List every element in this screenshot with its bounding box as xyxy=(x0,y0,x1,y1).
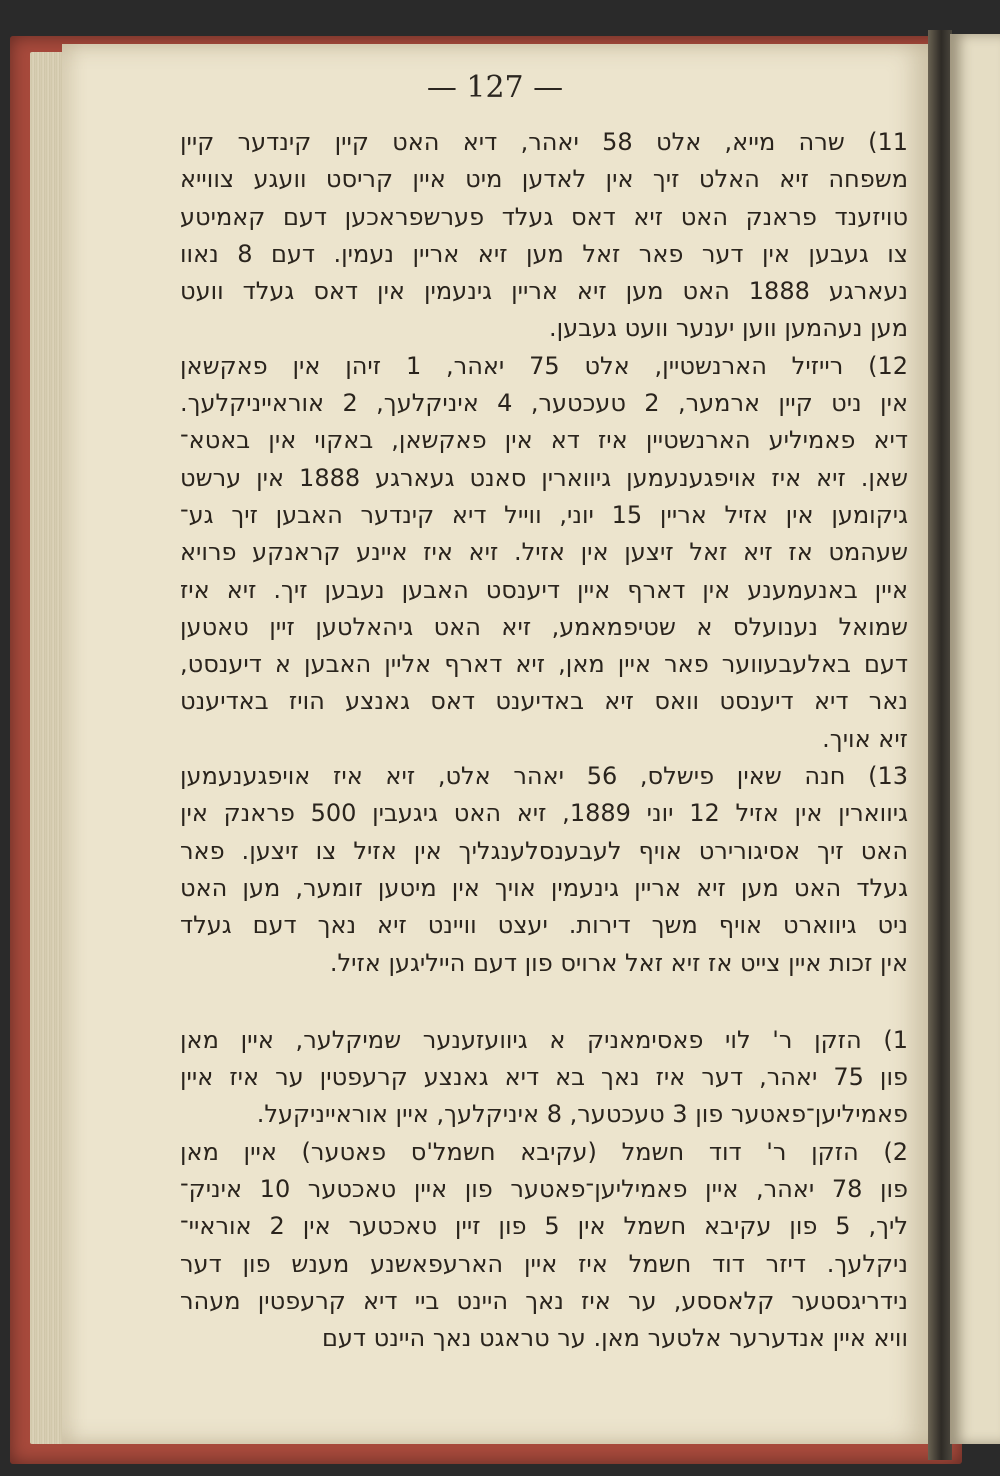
text-line: 13) חנה שאין פישלס, 56 יאהר אלט, זיא איז אויפגענעמען xyxy=(180,762,908,791)
note-line: ניקלעך. דיזר דוד חשמל איז איין הארעפאשנע מענש פון דער xyxy=(180,1249,908,1278)
text-line: משפחה זיא האלט זיך אין לאדען מיט איין קריסט וועגע צווייא xyxy=(180,165,908,194)
note-line: 1) הזקן ר' לוי פאסימאניק א גיוועזענער שמיקלער, איין מאן xyxy=(180,1025,908,1054)
main-text xyxy=(180,124,908,982)
text-line: ניט גיווארט אויף משך דירות. יעצט וויינט זיא נאך דעם געלד xyxy=(180,911,908,940)
note-line: ליך, 5 פון עקיבא חשמל אין 5 פון זיין טאכטער אין 2 אוראיי־ xyxy=(180,1212,908,1241)
section-gap xyxy=(180,982,908,1022)
text-line: איין באנעמענע אין דארף איין דיענסט האבען נעבען זיך. זיא איז xyxy=(180,575,908,604)
page-text xyxy=(180,124,908,1358)
text-line: 11) שרה מייא, אלט 58 יאהר, דיא האט קיין קינדער קיין xyxy=(180,128,908,156)
note-line: פון 75 יאהר, דער איז נאך בא דיא גאנצע קרעפטין ער איז איין xyxy=(180,1063,908,1092)
text-line: אין זכות איין צייט אז זיא זאל ארויס פון דעם הייליגען אזיל. xyxy=(329,948,908,977)
note-line: פון 78 יאהר, איין פאמיליען־פאטער פון איין טאכטער 10 איניק־ xyxy=(180,1175,908,1204)
text-line: דיא פאמיליע הארנשטיין איז דא אין פאקשאן, באקוי אין באטא־ xyxy=(180,426,908,455)
text-line: מען נעהמען ווען יענער וועט געבען. xyxy=(548,314,908,343)
book-gutter xyxy=(928,30,952,1460)
facing-page-edge xyxy=(950,34,1000,1444)
text-line: גיקומען אין אזיל אריין 15 יוני, ווייל דיא קינדער האבען זיך גע־ xyxy=(180,500,908,529)
text-line: טויזענד פראנק האט זיא דאס געלד פערשפראכען דעם קאמיטע xyxy=(180,202,908,231)
notes-text xyxy=(180,1022,908,1358)
text-line: שמואל נענועלס א שטיפמאמע, זיא האט גיהאלטען זיין טאטען xyxy=(180,612,908,641)
text-line: 12) רייזיל הארנשטיין, אלט 75 יאהר, 1 זיהן אין פאקשאן xyxy=(180,351,908,380)
text-line: דעם באלעבעווער פאר איין מאן, זיא דארף אליין האבען א דיענסט, xyxy=(180,650,908,679)
note-line: וויא איין אנדערער אלטער מאן. ער טראגט נאך היינט דעם xyxy=(321,1324,908,1353)
note-line: 2) הזקן ר' דוד חשמל (עקיבא חשמל'ס פאטער) איין מאן xyxy=(180,1137,908,1166)
text-line: זיא אויך. xyxy=(822,724,908,753)
text-line: האט זיך אסיגורירט אויף לעבענסלענגליך אין אזיל צו זיצען. פאר xyxy=(180,836,908,865)
note-line: פאמיליען־פאטער פון 3 טעכטער, 8 איניקלעך, איין אוראייניקעל. xyxy=(256,1100,908,1129)
text-line: שעהמט אז זיא זאל זיצען אין אזיל. זיא איז איינע קראנקע פרויא xyxy=(180,538,908,567)
text-line: גיווארין אין אזיל 12 יוני 1889, זיא האט גיגעבין 500 פראנק אין xyxy=(180,799,908,828)
note-line: נידריגסטער קלאססע, ער איז נאך היינט ביי דיא קרעפטין מעהר xyxy=(180,1286,908,1315)
text-line: נעארגע 1888 האט מען זיא אריין גינעמין אין דאס געלד וועט xyxy=(180,277,908,306)
text-line: שאן. זיא איז אויפגענעמען גיווארין סאנט געארגע 1888 אין ערשט xyxy=(180,463,908,492)
page-number: — 127 — xyxy=(426,70,564,105)
text-line: צו געבען אין דער פאר זאל מען זיא אריין נעמין. דעם 8 נאוו xyxy=(180,239,908,268)
text-line: געלד האט מען זיא אריין גינעמין אויך אין מיטען זומער, מען האט xyxy=(180,873,908,902)
text-line: נאר דיא דיענסט וואס זיא באדיענט דאס גאנצע הויז באדיענט xyxy=(180,687,908,716)
text-line: אין ניט קיין ארמער, 2 טעכטער, 4 איניקלעך, 2 אוראייניקלעך. xyxy=(180,389,908,418)
